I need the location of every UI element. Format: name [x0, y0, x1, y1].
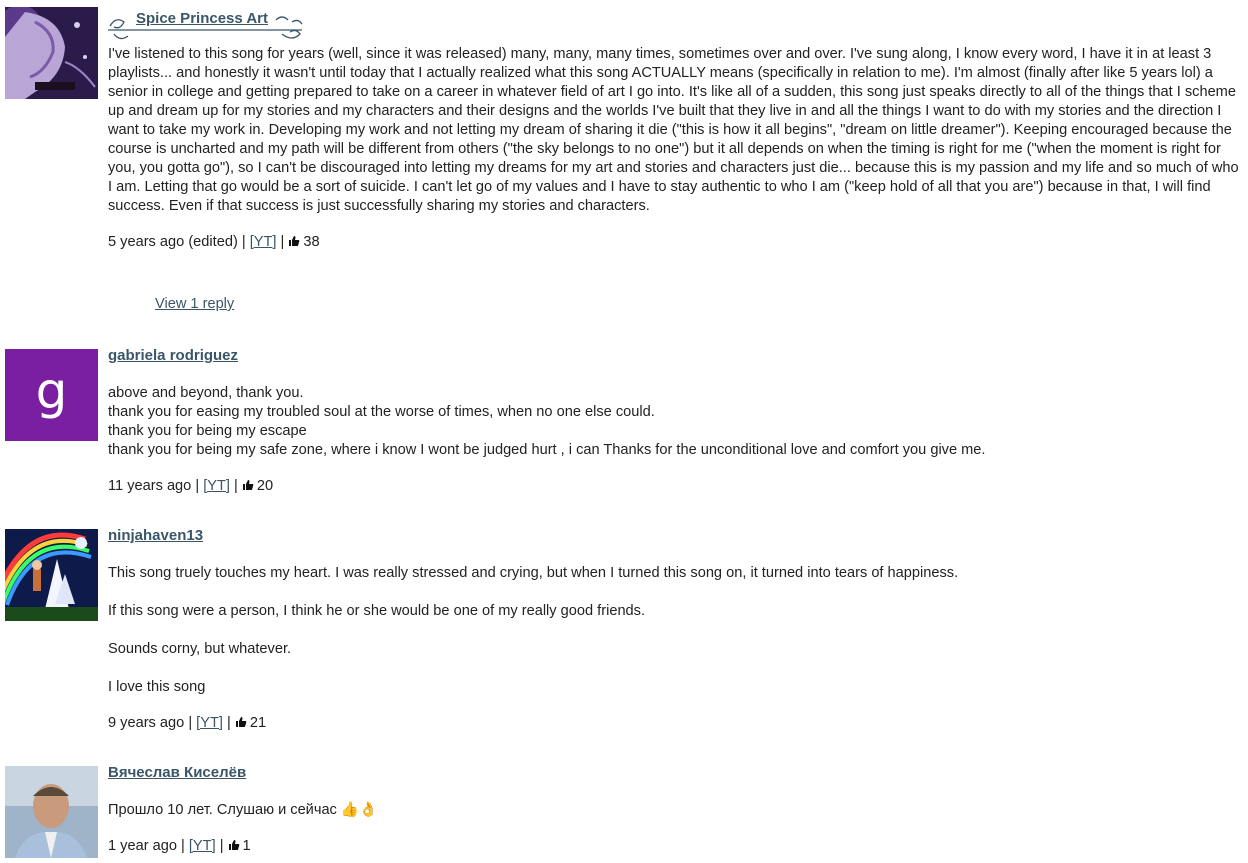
like-count: 38 — [303, 234, 320, 250]
thumbs-up-icon — [242, 479, 254, 491]
comment-time: 9 years ago — [108, 715, 185, 731]
like-count: 21 — [249, 715, 267, 731]
comment-time: 5 years ago (edited) — [108, 234, 238, 250]
separator: | — [237, 234, 250, 250]
yt-link[interactable]: [YT] — [196, 715, 223, 731]
like-count: 1 — [242, 838, 251, 854]
comment-text: This song truely touches my heart. I was really stressed and crying, but when I turned this song on, it turned into tears of happiness. If this song were a person, I think he or she would be one of my really good friends. Sounds corny, but whatever. I love this song — [108, 565, 959, 695]
comment-body — [108, 766, 1243, 856]
thumbs-up-icon — [228, 839, 240, 851]
comment-author[interactable]: Вячеслав Киселёв — [108, 764, 247, 781]
comment-text: Прошло 10 лет. Слушаю и сейчас 👍👌 — [108, 802, 378, 818]
avatar[interactable] — [5, 529, 98, 621]
yt-link[interactable]: [YT] — [203, 478, 230, 494]
comment-author[interactable]: gabriela rodriguez — [108, 347, 239, 364]
comment-meta — [108, 714, 1243, 733]
separator: | — [215, 838, 228, 854]
avatar-letter: g — [35, 362, 68, 420]
avatar[interactable] — [5, 766, 98, 858]
comment-time: 1 year ago — [108, 838, 177, 854]
separator: | — [176, 838, 189, 854]
avatar-image — [5, 766, 98, 858]
comment-author[interactable]: ninjahaven13 — [108, 527, 204, 544]
comment-item — [5, 7, 1243, 327]
thumbs-up-icon — [235, 716, 247, 728]
comment-item — [5, 766, 1243, 863]
comment-author[interactable]: Spice Princess Art — [136, 10, 269, 27]
avatar-image — [5, 7, 98, 99]
comment-body — [108, 7, 1243, 252]
comment-text: I've listened to this song for years (well, since it was released) many, many, many times, sometimes over and over. I've sung along, I know every word, I have it in at least 3 playlists... and honestly it wasn't until today that I actually realized what this song ACTUALLY means (specifically in relation to me). I'm almost (finally after like 5 years lol) a senior in college and getting prepared to take on a career in whatever field of art I go into. It's like all of a sudden, this song just speaks directly to all of the things that I scheme up and dream up for my stories and my characters and their designs and the worlds I've built that they live in and all the things I want to do with my stories and the direction I want to take my work in. Developing my work and not letting my dream of sharing it die ("this is how it all begins", "dream on little dreamer"). Keeping encouraged because the course is uncharted and my path will be different from others ("the sky belongs to no one") but it all depends on when the timing is right for me ("when the moment is right for you, you gotta go"), so I can't be discouraged into letting my dreams for my art and stories and characters just die... because this is my passion and my life and so much of who I am. Letting that go would be a sort of suicide. I can't let go of my values and I have to stay authentic to who I am ("keep hold of all that you are") because in that, I will find success. Even if that success is just successfully sharing my stories and characters. — [108, 46, 1239, 214]
separator: | — [229, 478, 242, 494]
like-count: 20 — [256, 478, 274, 494]
thumbs-up-icon — [288, 235, 300, 247]
comment-time: 11 years ago — [108, 478, 192, 494]
comment-item — [5, 529, 1243, 739]
comment-body — [108, 349, 1243, 496]
view-replies-link[interactable]: View 1 reply — [155, 296, 235, 312]
yt-link[interactable]: [YT] — [188, 838, 216, 854]
separator: | — [276, 234, 289, 250]
flourish-ornament — [106, 8, 306, 42]
comment-text: above and beyond, thank you. thank you for easing my troubled soul at the worse of times, when no one else could. thank you for being my escape thank you for being my safe zone, where i know I wont be judged hurt , i can Thanks for the unconditional love and comfort you give me. — [108, 385, 986, 458]
avatar[interactable] — [5, 349, 98, 441]
comment-body — [108, 529, 1243, 733]
avatar[interactable] — [5, 7, 98, 99]
yt-link[interactable]: [YT] — [249, 234, 277, 250]
comment-item — [5, 349, 1243, 509]
comment-meta — [108, 837, 1243, 856]
separator: | — [184, 715, 197, 731]
comment-meta — [108, 477, 1243, 496]
comment-meta — [108, 233, 1243, 252]
separator: | — [191, 478, 204, 494]
separator: | — [222, 715, 235, 731]
avatar-image — [5, 529, 98, 621]
